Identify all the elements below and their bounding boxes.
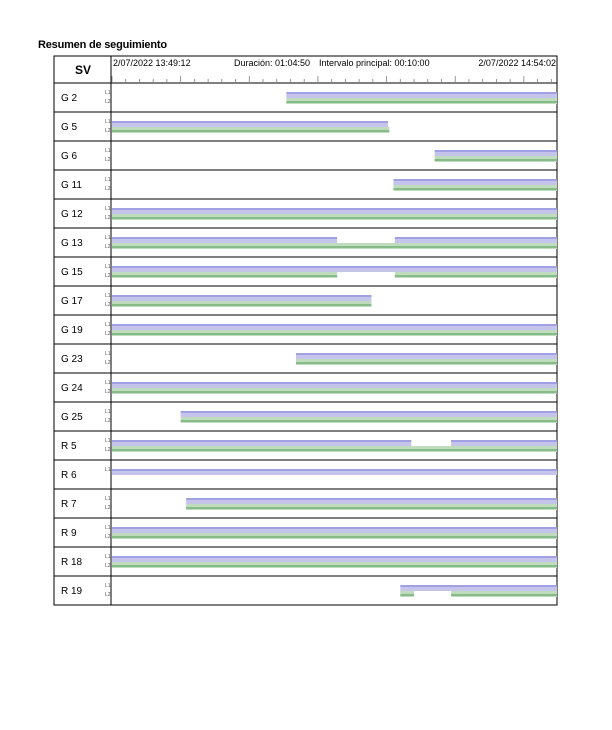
band-label: L2 — [105, 128, 111, 134]
band-label: L2 — [105, 418, 111, 424]
sv-row — [54, 467, 557, 489]
interval-label: Intervalo principal: 00:10:00 — [319, 58, 430, 68]
sv-row — [54, 264, 557, 286]
band-label: L2 — [105, 563, 111, 569]
band-label: L2 — [105, 592, 111, 598]
band-label: L2 — [105, 447, 111, 453]
band-label: L1 — [105, 525, 111, 531]
sv-label: G 6 — [61, 151, 78, 162]
sv-label: G 19 — [61, 325, 83, 336]
band-label: L1 — [105, 264, 111, 270]
band-label: L1 — [105, 554, 111, 560]
signal-band — [296, 359, 557, 365]
sv-row — [54, 380, 557, 402]
sv-row — [54, 409, 557, 431]
sv-label: R 9 — [61, 528, 77, 539]
sv-row — [54, 438, 557, 460]
signal-band — [181, 417, 557, 423]
sv-label: R 19 — [61, 586, 83, 597]
sv-row — [54, 119, 557, 141]
band-label: L1 — [105, 496, 111, 502]
band-label: L2 — [105, 302, 111, 308]
page-title: Resumen de seguimiento — [38, 39, 167, 51]
band-label: L1 — [105, 409, 111, 415]
signal-band — [400, 591, 414, 597]
signal-band — [112, 243, 557, 249]
end-time-label: 2/07/2022 14:54:02 — [478, 58, 556, 68]
band-label: L2 — [105, 389, 111, 395]
signal-band — [435, 156, 557, 162]
sv-row — [54, 554, 557, 576]
sv-row — [54, 351, 557, 373]
band-label: L1 — [105, 322, 111, 328]
sv-row — [54, 525, 557, 547]
signal-band — [286, 98, 557, 104]
start-time-label: 2/07/2022 13:49:12 — [113, 58, 191, 68]
sv-label: R 5 — [61, 441, 77, 452]
sv-label: R 18 — [61, 557, 83, 568]
sv-row — [61, 583, 557, 598]
signal-band — [112, 301, 371, 307]
signal-band — [112, 388, 557, 394]
band-label: L1 — [105, 351, 111, 357]
signal-band — [112, 272, 337, 278]
sv-column-header: SV — [74, 63, 92, 77]
band-label: L1 — [105, 235, 111, 241]
signal-band — [451, 591, 557, 597]
sv-label: G 25 — [61, 412, 83, 423]
sv-label: G 13 — [61, 238, 83, 249]
sv-row — [54, 206, 557, 228]
sv-label: G 23 — [61, 354, 83, 365]
band-label: L1 — [105, 119, 111, 125]
time-axis-ticks — [112, 76, 551, 82]
band-label: L1 — [105, 380, 111, 386]
band-label: L2 — [105, 360, 111, 366]
band-label: L2 — [105, 534, 111, 540]
sv-row — [54, 496, 557, 518]
sv-label: G 12 — [61, 209, 83, 220]
sv-row — [54, 177, 557, 199]
band-label: L2 — [105, 331, 111, 337]
band-label: L2 — [105, 244, 111, 250]
sv-label: R 6 — [61, 470, 77, 481]
signal-band — [112, 446, 557, 452]
signal-band — [112, 533, 557, 539]
band-label: L1 — [105, 148, 111, 154]
band-label: L1 — [105, 293, 111, 299]
band-label: L1 — [105, 177, 111, 183]
satellite-rows — [54, 90, 557, 598]
sv-row — [54, 322, 557, 344]
signal-band — [186, 504, 557, 510]
duration-label: Duración: 01:04:50 — [234, 58, 311, 68]
signal-band — [395, 272, 557, 278]
band-label: L1 — [105, 206, 111, 212]
sv-label: G 11 — [61, 180, 82, 191]
sv-label: G 24 — [61, 383, 83, 394]
band-label: L2 — [105, 505, 111, 511]
sv-label: R 7 — [61, 499, 77, 510]
band-label: L2 — [105, 186, 111, 192]
band-label: L2 — [105, 99, 111, 105]
band-label: L1 — [105, 90, 111, 96]
band-label: L1 — [105, 583, 111, 589]
band-label: L2 — [105, 157, 111, 163]
band-label: L2 — [105, 273, 111, 279]
signal-band — [112, 330, 557, 336]
band-label: L1 — [105, 438, 111, 444]
band-label: L2 — [105, 215, 111, 221]
sv-row — [54, 293, 557, 315]
sv-label: G 15 — [61, 267, 83, 278]
sv-row — [54, 90, 557, 112]
signal-band — [112, 127, 389, 133]
signal-band — [112, 214, 557, 220]
signal-band — [112, 562, 557, 568]
signal-band — [393, 185, 557, 191]
sv-row — [54, 148, 557, 170]
band-label: L1 — [105, 467, 111, 473]
sv-label: G 2 — [61, 93, 78, 104]
sv-row — [54, 235, 557, 257]
sv-label: G 17 — [61, 296, 83, 307]
sv-label: G 5 — [61, 122, 78, 133]
